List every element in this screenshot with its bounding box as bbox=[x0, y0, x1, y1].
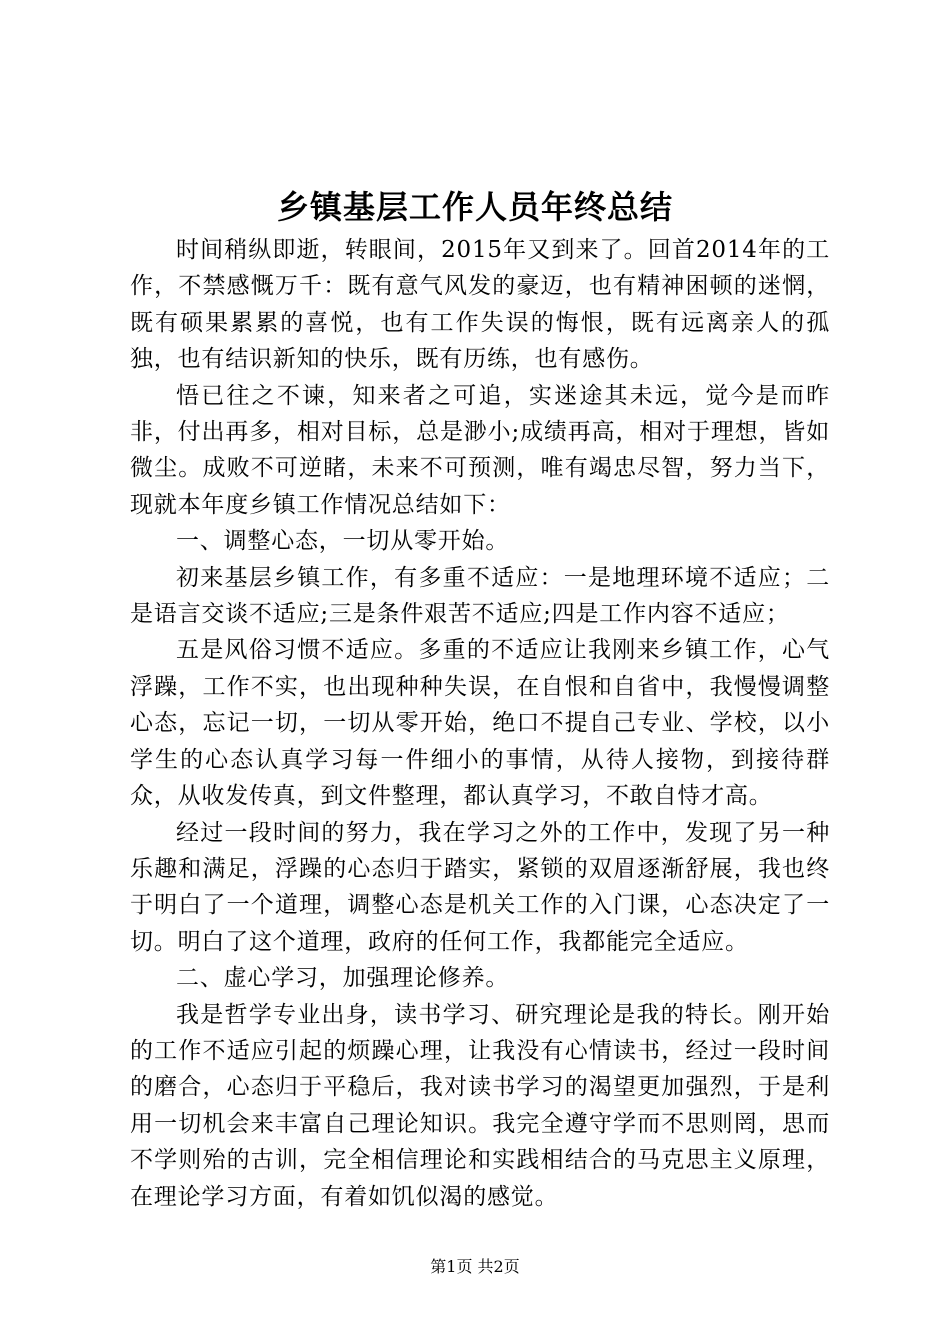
paragraph-customs: 五是风俗习惯不适应。多重的不适应让我刚来乡镇工作，心气浮躁，工作不实，也出现种种失误，在自恨和自省中，我慢慢调整心态，忘记一切，一切从零开始，绝口不提自己专业、学校，以小学生的心态认真学习每一件细小的事情，从待人接物，到接待群众，从收发传真，到文件整理，都认真学习，不敢自恃才高。 bbox=[130, 637, 830, 810]
section-heading-1: 一、调整心态，一切从零开始。 bbox=[176, 528, 510, 555]
document-title: 乡镇基层工作人员年终总结 bbox=[276, 188, 673, 226]
document-body bbox=[130, 232, 830, 1215]
paragraph-reflection: 悟已往之不谏，知来者之可追，实迷途其未远，觉今是而昨非，付出再多，相对目标，总是渺小;成绩再高，相对于理想，皆如微尘。成败不可逆睹，未来不可预测，唯有竭忠尽智，努力当下，现就本年度乡镇工作情况总结如下： bbox=[130, 382, 830, 518]
page-number-footer: 第1页 共2页 bbox=[430, 1257, 520, 1276]
paragraph-intro: 时间稍纵即逝，转眼间，2015年又到来了。回首2014年的工作，不禁感慨万千：既有意气风发的豪迈，也有精神困顿的迷惘，既有硕果累累的喜悦，也有工作失误的悔恨，既有远离亲人的孤独，也有结识新知的快乐，既有历练，也有感伤。 bbox=[130, 237, 830, 373]
paragraph-study: 我是哲学专业出身，读书学习、研究理论是我的特长。刚开始的工作不适应引起的烦躁心理，让我没有心情读书，经过一段时间的磨合，心态归于平稳后，我对读书学习的渴望更加强烈，于是利用一切机会来丰富自己理论知识。我完全遵守学而不思则罔，思而不学则殆的古训，完全相信理论和实践相结合的马克思主义原理，在理论学习方面，有着如饥似渴的感觉。 bbox=[130, 1001, 830, 1210]
paragraph-adaptation: 初来基层乡镇工作，有多重不适应：一是地理环境不适应；二是语言交谈不适应;三是条件艰苦不适应;四是工作内容不适应； bbox=[130, 564, 830, 628]
section-heading-2: 二、虚心学习，加强理论修养。 bbox=[176, 965, 510, 992]
paragraph-effort: 经过一段时间的努力，我在学习之外的工作中，发现了另一种乐趣和满足，浮躁的心态归于踏实，紧锁的双眉逐渐舒展，我也终于明白了一个道理，调整心态是机关工作的入门课，心态决定了一切。明白了这个道理，政府的任何工作，我都能完全适应。 bbox=[130, 819, 830, 955]
